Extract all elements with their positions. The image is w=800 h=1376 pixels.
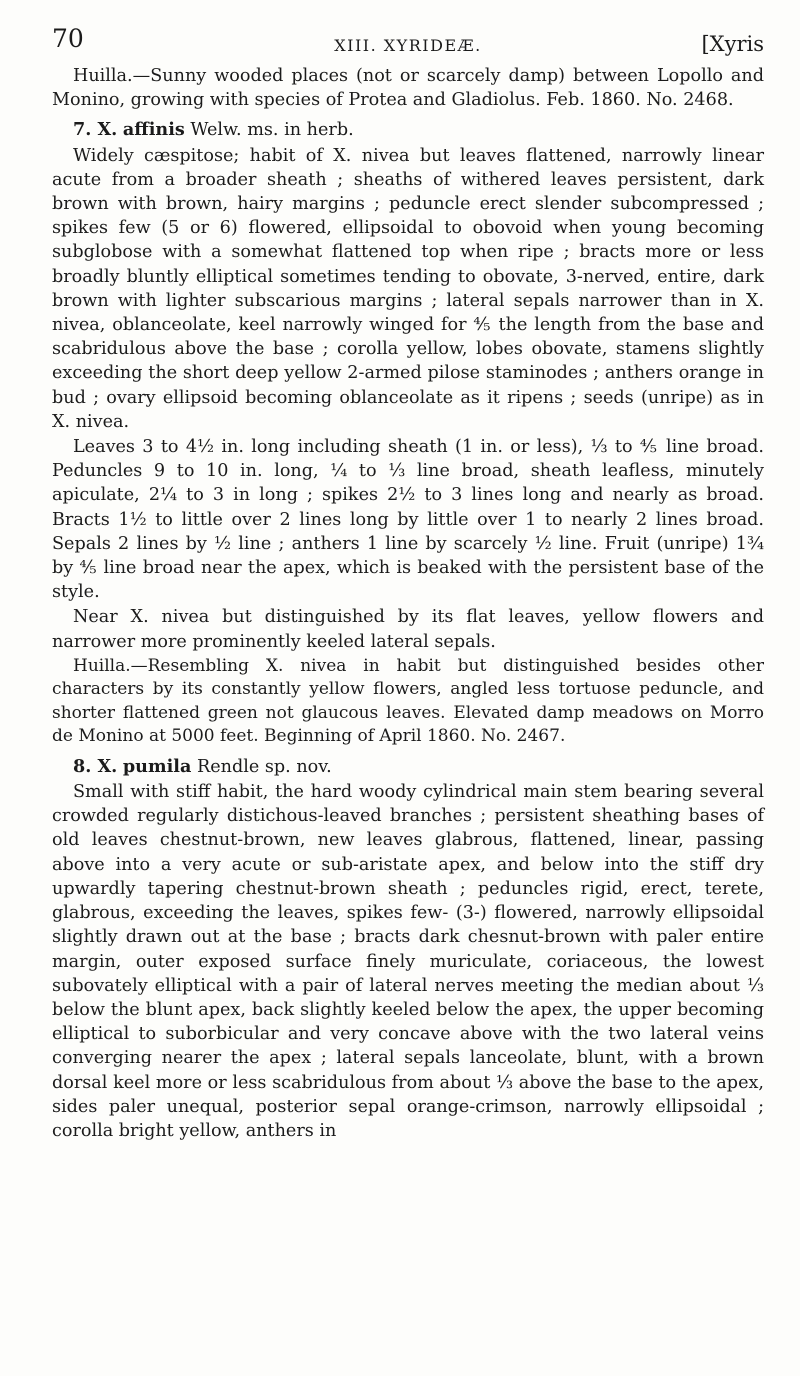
running-genus: [Xyris [701, 32, 764, 56]
description-paragraph: Small with stiff habit, the hard woody cylindrical main stem bearing several crowded regularly distichous-leaved branches ; persistent sheathing bases of old leaves chestnut-brown, new leaves glabrous, flattened, linear, passing above into a very acute or sub-aristate apex, and below into the stiff dry upwardly tapering chestnut-brown sheath ; peduncles rigid, erect, terete, glabrous, exceeding the leaves, spikes few- (3-) flowered, narrowly ellipsoidal slightly drawn out at the base ; bracts dark chesnut-brown with paler entire margin, outer exposed surface finely muriculate, coriaceous, the lowest subovately elliptical with a pair of lateral nerves meeting the median about ⅓ below the blunt apex, back slightly keeled below the apex, the upper becoming elliptical to suborbicular and very concave above with the two lateral veins converging nearer the apex ; lateral sepals lanceolate, blunt, with a brown dorsal keel more or less scabridulous from about ⅓ above the base to the apex, sides paler unequal, posterior sepal orange-crimson, narrowly ellipsoidal ; corolla bright yellow, anthers in [52, 782, 764, 1141]
species-number: 7. X. [73, 119, 118, 141]
description-paragraph: Widely cæspitose; habit of X. nivea but leaves flattened, narrowly linear acute from a broader sheath ; sheaths of withered leaves persistent, dark brown with brown, hairy margins ; peduncle erect slender subcompressed ; spikes few (5 or 6) flowered, ellipsoidal to obovoid when young becoming subglobose with a somewhat flattened top when ripe ; bracts more or less broadly bluntly elliptical sometimes tending to obovate, 3-nerved, entire, dark brown with lighter subscarious margins ; lateral sepals narrower than in X. nivea, oblanceolate, keel narrowly winged for ⅘ the length from the base and scabridulous above the base ; corolla yellow, lobes obovate, stamens slightly exceeding the short deep yellow 2-armed pilose staminodes ; anthers orange in bud ; ovary ellipsoid becoming oblanceolate as it ripens ; seeds (unripe) as in X. nivea. [52, 145, 764, 432]
species-epithet: pumila [122, 755, 192, 777]
page-header [52, 14, 764, 64]
species-heading [52, 755, 764, 779]
species-heading [52, 118, 764, 142]
species-epithet: affinis [122, 119, 185, 141]
measurements-paragraph: Leaves 3 to 4½ in. long including sheath (1 in. or less), ⅓ to ⅘ line broad. Peduncles 9 to 10 in. long, ¼ to ⅓ line broad, sheath leafless, minutely apiculate, 2¼ to 3 in long ; spikes 2½ to 3 lines long and nearly as broad. Bracts 1½ to little over 2 lines long by little over 1 to nearly 2 lines broad. Sepals 2 lines by ½ line ; anthers 1 line by scarcely ½ line. Fruit (unripe) 1¾ by ⅘ line broad near the apex, which is beaked with the persistent base of the style. [52, 437, 764, 603]
species-number: 8. X. [73, 755, 118, 777]
species-author: Welw. ms. in herb. [190, 120, 354, 141]
species-author: Rendle sp. nov. [196, 756, 332, 777]
locality-paragraph: Huilla.—Resembling X. nivea in habit but distinguished besides other characters by its constantly yellow flowers, angled less tortuose peduncle, and shorter flattened green not glaucous leaves. Elevated damp meadows on Morro de Monino at 5000 feet. Beginning of April 1860. No. 2467. [52, 655, 764, 747]
note-paragraph: Near X. nivea but distinguished by its flat leaves, yellow flowers and narrower more prominently keeled lateral sepals. [52, 607, 764, 652]
locality-paragraph: Huilla.—Sunny wooded places (not or scarcely damp) between Lopollo and Monino, growing with species of Protea and Gladiolus. Feb. 1860. No. 2468. [52, 66, 764, 111]
page-number: 70 [52, 24, 84, 53]
running-head: XIII. XYRIDEÆ. [334, 36, 482, 55]
